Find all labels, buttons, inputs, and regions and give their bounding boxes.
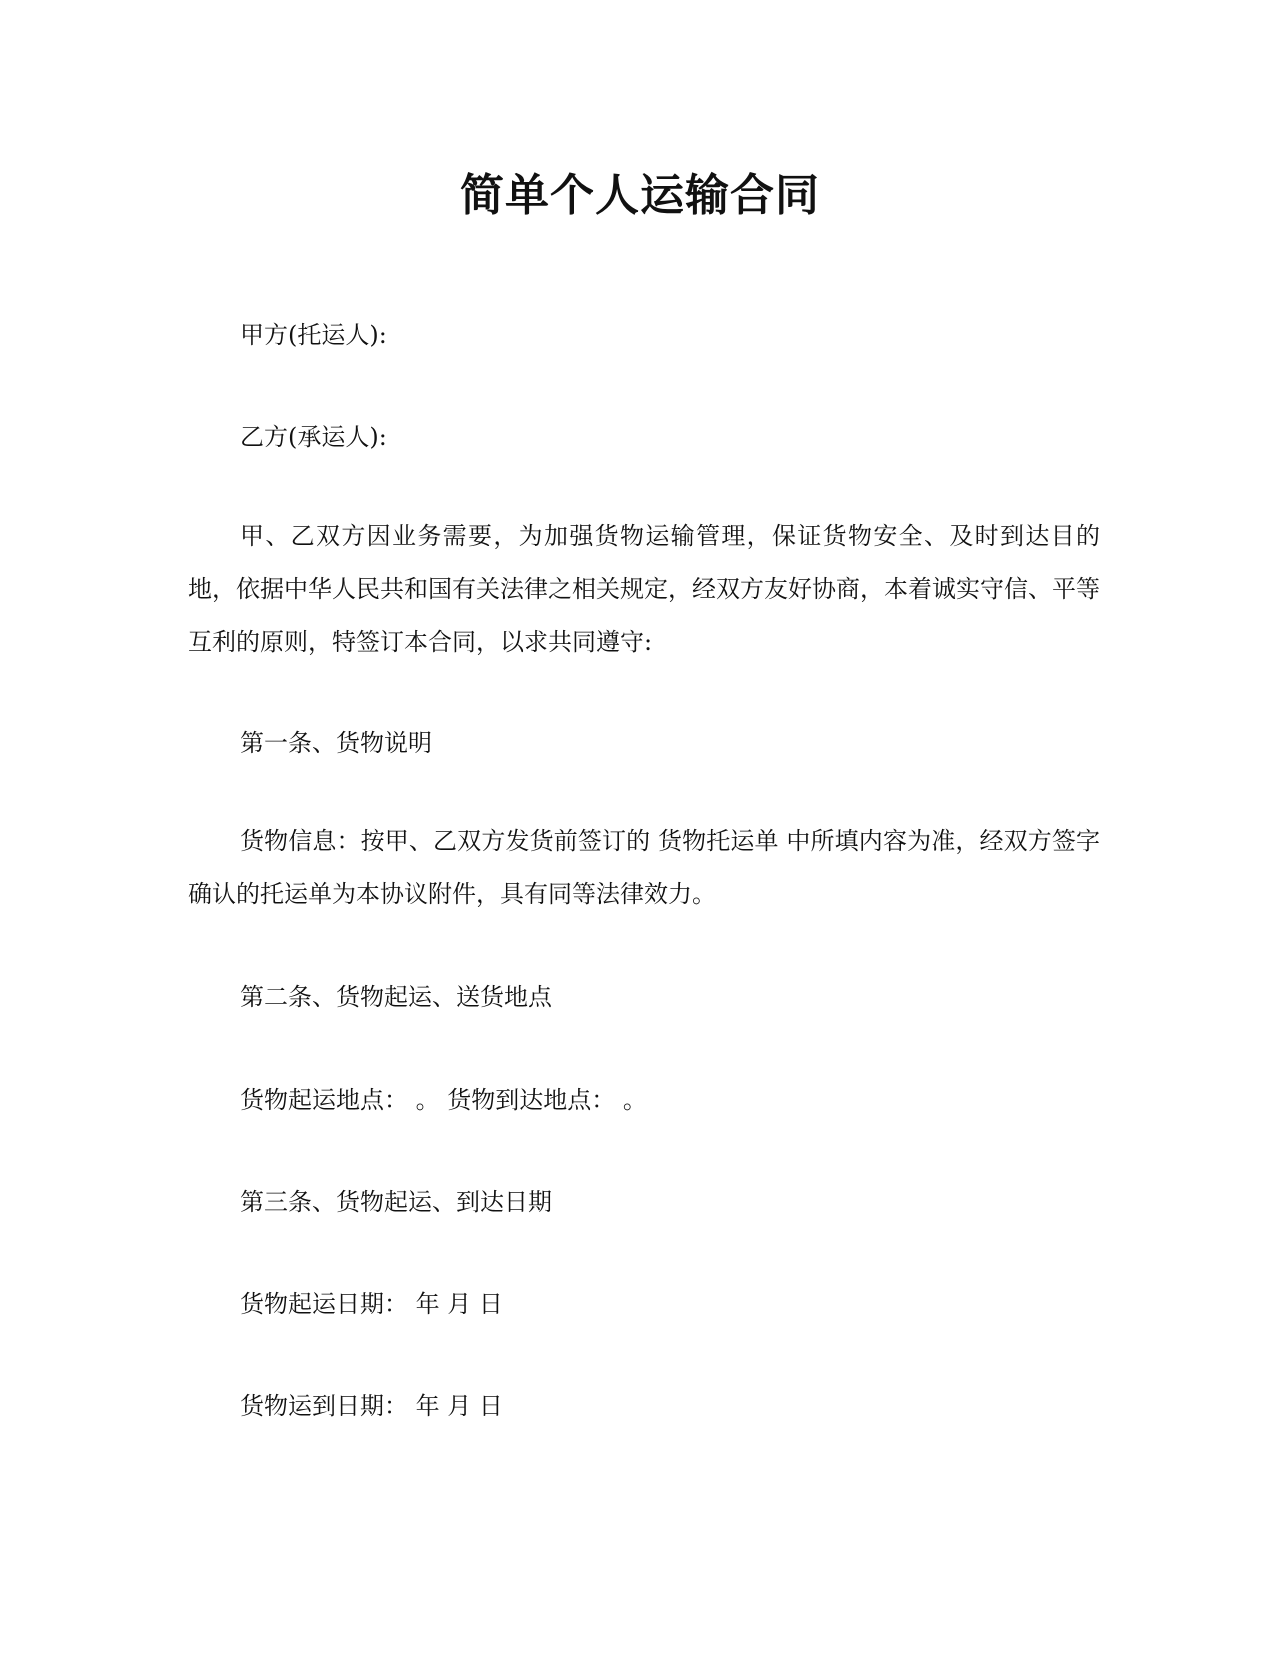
party-a-line: 甲方(托运人): (240, 321, 387, 349)
article-2-heading: 第二条、货物起运、送货地点 (240, 983, 552, 1011)
document-title: 简单个人运输合同 (460, 170, 820, 221)
article-2-body: 货物起运地点： 。 货物到达地点： 。 (240, 1086, 647, 1114)
preamble-paragraph: 甲、乙双方因业务需要，为加强货物运输管理，保证货物安全、及时到达目的地，依据中华人民共和国有关法律之相关规定，经双方友好协商，本着诚实守信、平等互利的原则，特签订本合同，以求共同遵守: (188, 522, 1100, 656)
article-3-heading: 第三条、货物起运、到达日期 (240, 1188, 552, 1216)
article-1-body: 货物信息：按甲、乙双方发货前签订的 货物托运单 中所填内容为准，经双方签字确认的托运单为本协议附件，具有同等法律效力。 (188, 827, 1100, 908)
article-1-heading: 第一条、货物说明 (240, 729, 432, 757)
departure-date-line: 货物起运日期： 年 月 日 (240, 1290, 503, 1318)
arrival-date-line: 货物运到日期： 年 月 日 (240, 1392, 503, 1420)
party-b-line: 乙方(承运人): (240, 423, 387, 451)
